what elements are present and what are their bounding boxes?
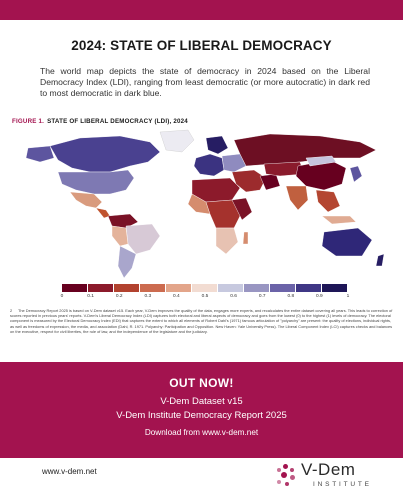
banner-dataset-line: V-Dem Dataset v15 [160,396,243,407]
banner-download-link[interactable]: Download from www.v-dem.net [144,428,259,437]
legend-tick-label: 0.2 [115,294,123,299]
page-title: 2024: STATE OF LIBERAL DEMOCRACY [71,38,332,53]
intro-paragraph: The world map depicts the state of democracy in 2024 based on the Liberal Democracy Index (LDI), ranging from least democratic (or more autocratic) in dark red to most democratic in dark blue. [40,66,370,98]
map-madagascar [243,232,248,244]
logo-dot-icon [290,468,294,472]
footnote-text: The Democracy Report 2025 is based on V-Dem dataset v15. Each year, V-Dem improves the quality of the data, engages more experts, and recalculates the entire dataset covering all years. This leads to correction of scores reported in previous years' reports. V-Dem's Liberal Democracy Index (LDI) captures both electoral and liberal aspects of democracy and goes from the lowest (0) to the highest (1) levels of democracy. The electoral component is measured by the Electoral Democracy Index (EDI) that captures the extent to which all elements of Robert Dahl's (1971) famous articulation of "polyarchy" are present: the quality of elections, individual rights, as well as freedoms of expression, the media, and association (Dahl, R. 1971. Polyarchy: Participation and Opposition. New Haven: Yale University Press). The Liberal Component Index (LCI) captures checks and balances on the executive, respect for civil liberties, the rule of law, and the independence of the legislature and the judiciary. [10,308,393,334]
banner-report-line: V-Dem Institute Democracy Report 2025 [116,410,287,421]
legend-tick-label: 0.8 [287,294,295,299]
website-link[interactable]: www.v-dem.net [42,467,97,476]
banner-headline: OUT NOW! [169,376,234,390]
logo-dot-icon [290,475,295,480]
map-new-zealand [376,254,384,266]
map-australia [322,228,372,256]
footnote-number: 2 [10,308,13,313]
legend-swatch [88,284,114,292]
map-western-europe [194,154,224,176]
map-central-america [96,208,110,218]
legend-tick-label: 0.6 [230,294,237,299]
map-iran [260,174,280,190]
legend-swatch [62,284,88,292]
legend-tick-label: 1 [346,294,350,299]
logo-dot-icon [277,480,281,484]
legend-swatch [270,284,296,292]
promo-banner [0,362,403,458]
logo-subtitle: INSTITUTE [313,481,372,488]
figure-caption: STATE OF LIBERAL DEMOCRACY (LDI), 2024 [47,118,188,125]
legend-swatch [218,284,244,292]
legend-swatch [114,284,140,292]
map-japan-korea [350,166,362,182]
logo-wordmark: V-Dem [301,460,356,479]
map-mexico [70,192,102,208]
legend-tick-label: 0.7 [258,294,266,299]
logo-dot-icon [283,464,288,469]
legend-swatch [140,284,166,292]
world-map [10,128,392,280]
map-southeast-asia [316,190,340,212]
legend-ticks [62,294,352,304]
map-indonesia [322,216,356,224]
legend-swatch [192,284,218,292]
legend-swatch [166,284,192,292]
figure-title [12,118,188,125]
map-canada [50,136,160,172]
legend-tick-label: 0.5 [201,294,209,299]
legend-tick-label: 0.9 [316,294,323,299]
map-greenland [160,130,194,152]
map-southern-africa [216,228,238,254]
map-india [286,186,308,210]
legend-tick-label: 0 [60,294,64,299]
logo-dot-icon [285,482,289,486]
map-scandinavia [206,136,228,154]
map-usa [58,170,134,194]
world-map-svg [10,128,392,280]
footnote [10,308,393,334]
color-legend [62,284,348,292]
figure-label: FIGURE 1. [12,118,45,125]
legend-tick-label: 0.1 [87,294,94,299]
legend-tick-label: 0.4 [173,294,180,299]
map-russia [234,134,376,166]
vdem-logo [273,462,393,498]
top-brand-bar [0,0,403,20]
logo-dot-icon [281,472,287,478]
legend-swatch [322,284,348,292]
legend-swatch [296,284,322,292]
map-alaska [26,146,54,162]
map-brazil [126,224,160,254]
logo-dot-icon [277,468,281,472]
legend-swatch [244,284,270,292]
legend-tick-label: 0.3 [144,294,152,299]
map-peru-bolivia [112,226,128,246]
